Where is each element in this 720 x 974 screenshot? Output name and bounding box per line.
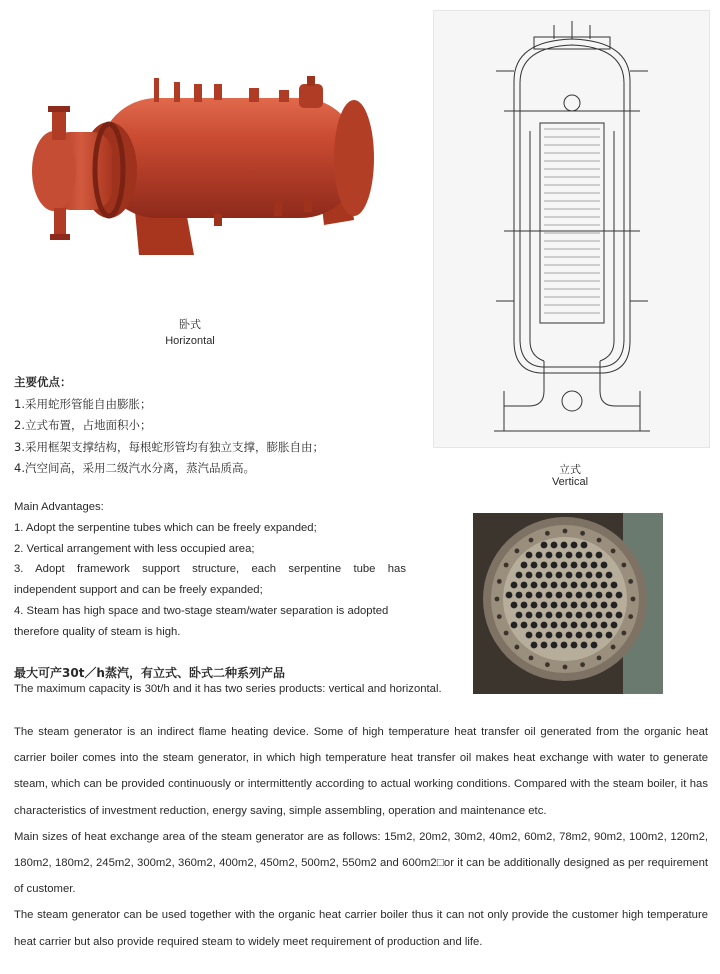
advantages-cn-title: 主要优点： [14, 375, 72, 389]
tube-hole [561, 622, 568, 629]
tube-hole [616, 612, 623, 619]
advantages-cn-item: 2.立式布置，占地面积小； [14, 418, 152, 432]
bolt-hole [504, 563, 509, 568]
tube-hole [601, 582, 608, 589]
bolt-hole [497, 579, 502, 584]
tube-sheet-photo [473, 513, 663, 694]
vertical-drawing-svg [434, 11, 711, 449]
tube-hole [576, 632, 583, 639]
tube-hole [551, 622, 558, 629]
tube-hole [606, 572, 613, 579]
tube-hole [561, 582, 568, 589]
bolt-hole [621, 563, 626, 568]
tube-hole [561, 562, 568, 569]
tube-hole [566, 612, 573, 619]
bolt-hole [504, 631, 509, 636]
tube-hole [601, 562, 608, 569]
tube-hole [556, 592, 563, 599]
tube-hole [576, 592, 583, 599]
advantages-cn-item: 4.汽空间高，采用二级汽水分离，蒸汽品质高。 [14, 461, 255, 475]
tube-hole [581, 562, 588, 569]
tube-hole [511, 582, 518, 589]
tube-hole [526, 632, 533, 639]
tube-hole [556, 632, 563, 639]
tube-hole [561, 602, 568, 609]
tube-hole [611, 582, 618, 589]
tube-hole [511, 602, 518, 609]
tube-hole [596, 612, 603, 619]
tube-hole [581, 622, 588, 629]
tube-hole [596, 552, 603, 559]
tube-hole [566, 552, 573, 559]
tube-hole [541, 602, 548, 609]
tube-hole [591, 582, 598, 589]
tube-hole [556, 572, 563, 579]
tube-hole [521, 582, 528, 589]
tube-hole [606, 632, 613, 639]
tube-hole [581, 582, 588, 589]
tube-hole [586, 592, 593, 599]
tube-hole [516, 592, 523, 599]
tube-hole [591, 622, 598, 629]
advantages-en-item-cont: therefore quality of steam is high. [14, 625, 181, 638]
horizontal-caption-cn: 卧式 [179, 318, 201, 331]
bolt-hole [529, 538, 534, 543]
tube-hole [521, 622, 528, 629]
bolt-hole [545, 531, 550, 536]
tube-hole [566, 572, 573, 579]
tube-hole [581, 642, 588, 649]
tube-hole [566, 632, 573, 639]
bolt-hole [631, 597, 636, 602]
advantages-cn-item: 1.采用蛇形管能自由膨胀； [14, 396, 152, 411]
tube-hole [531, 582, 538, 589]
tube-hole [541, 562, 548, 569]
tube-hole [541, 642, 548, 649]
tube-hole [571, 642, 578, 649]
tube-hole [561, 642, 568, 649]
tube-hole [521, 602, 528, 609]
tube-hole [611, 602, 618, 609]
tube-hole [586, 552, 593, 559]
tube-hole [596, 572, 603, 579]
tube-hole [576, 572, 583, 579]
tube-hole [516, 572, 523, 579]
tube-hole [586, 612, 593, 619]
description-paragraph: The steam generator can be used together with the organic heat carrier boiler thus it can not only provide the customer high temperature heat carrier but also provide required steam to widely meet requirement of production and life. [14, 909, 708, 948]
tube-hole [611, 622, 618, 629]
advantages-en-item: 2. Vertical arrangement with less occupied area; [14, 542, 255, 555]
tube-hole [536, 572, 543, 579]
tube-hole [571, 542, 578, 549]
bolt-hole [611, 549, 616, 554]
tube-hole [546, 632, 553, 639]
bolt-hole [597, 655, 602, 660]
tube-hole [551, 582, 558, 589]
vertical-generator-drawing [433, 10, 710, 448]
tube-hole [591, 562, 598, 569]
advantages-en-item: 1. Adopt the serpentine tubes which can be freely expanded; [14, 521, 317, 534]
tube-hole [581, 602, 588, 609]
tube-hole [606, 612, 613, 619]
tube-hole [541, 622, 548, 629]
bolt-hole [597, 538, 602, 543]
tube-hole [546, 572, 553, 579]
tube-hole [571, 602, 578, 609]
bolt-hole [529, 655, 534, 660]
tube-hole [526, 552, 533, 559]
tube-hole [546, 612, 553, 619]
bolt-hole [545, 662, 550, 667]
advantages-cn [14, 372, 414, 480]
bolt-hole [515, 645, 520, 650]
bolt-hole [563, 529, 568, 534]
tube-hole [591, 642, 598, 649]
tube-hole [606, 592, 613, 599]
horizontal-caption-en: Horizontal [165, 335, 215, 347]
tube-hole [576, 612, 583, 619]
bolt-hole [515, 549, 520, 554]
bolt-hole [563, 665, 568, 670]
bolt-hole [497, 614, 502, 619]
tube-hole [576, 552, 583, 559]
tube-hole [541, 582, 548, 589]
tube-hole [536, 632, 543, 639]
tube-hole [526, 592, 533, 599]
description [14, 719, 708, 955]
tube-hole [541, 542, 548, 549]
tube-hole [616, 592, 623, 599]
advantages-cn-item: 3.采用框架支撑结构，每根蛇形管均有独立支撑，膨胀自由； [14, 439, 324, 454]
tube-hole [571, 622, 578, 629]
tube-hole [546, 552, 553, 559]
bolt-hole [580, 662, 585, 667]
tube-hole [601, 622, 608, 629]
tube-hole [546, 592, 553, 599]
tube-hole [531, 622, 538, 629]
tube-hole [586, 572, 593, 579]
vertical-caption-en: Vertical [551, 476, 589, 488]
bolt-hole [628, 614, 633, 619]
tube-hole [596, 632, 603, 639]
tube-hole [561, 542, 568, 549]
tube-hole [551, 562, 558, 569]
tube-hole [516, 612, 523, 619]
tube-hole [536, 592, 543, 599]
tube-sheet-svg [473, 513, 663, 694]
capacity-en: The maximum capacity is 30t/h and it has two series products: vertical and horizontal. [14, 683, 442, 695]
description-paragraph: The steam generator is an indirect flame heating device. Some of high temperature heat transfer oil generated from the organic heat carrier boiler comes into the steam generator, in which high temperature heat transfer oil makes heat exchange with water to generate steam, which can be provided continuously or intermittently according to actual working conditions. Compared with the steam boiler, it has characteristics of investment reduction, energy saving, simple assembling, operation and maintenance etc. [14, 726, 708, 817]
tube-hole [581, 542, 588, 549]
tube-hole [601, 602, 608, 609]
tube-hole [571, 582, 578, 589]
tube-hole [526, 572, 533, 579]
advantages-en [14, 497, 406, 643]
tube-hole [531, 602, 538, 609]
tube-hole [531, 642, 538, 649]
tube-hole [551, 642, 558, 649]
bolt-hole [628, 579, 633, 584]
tube-hole [566, 592, 573, 599]
tube-hole [536, 612, 543, 619]
tube-hole [526, 612, 533, 619]
bolt-hole [611, 645, 616, 650]
tube-hole [531, 562, 538, 569]
advantages-en-item: 3. Adopt framework support structure, each serpentine tube has [14, 563, 406, 576]
tube-hole [586, 632, 593, 639]
advantages-en-title: Main Advantages: [14, 501, 104, 513]
tube-hole [551, 602, 558, 609]
advantages-en-item: 4. Steam has high space and two-stage steam/water separation is adopted [14, 604, 389, 617]
capacity-cn: 最大可产30t／h蒸汽，有立式、卧式二种系列产品 [14, 666, 285, 680]
tube-hole [596, 592, 603, 599]
tube-hole [511, 622, 518, 629]
bolt-hole [495, 597, 500, 602]
tube-hole [556, 552, 563, 559]
tube-hole [591, 602, 598, 609]
tube-hole [556, 612, 563, 619]
tube-hole [536, 552, 543, 559]
advantages-en-item-cont: independent support and can be freely expanded; [14, 584, 263, 597]
description-paragraph: Main sizes of heat exchange area of the steam generator are as follows: 15m2, 20m2, 30m2, 40m2, 60m2, 78m2, 90m2, 100m2, 120m2, 180m2, 180m2, 245m2, 300m2, 360m2, 400m2, 450m2, 500m2, 550m2 and 600m2□or it can be additionally designed as per requirement of customer. [14, 830, 708, 896]
vertical-caption-cn: 立式 [559, 463, 581, 476]
tube-hole [521, 562, 528, 569]
horizontal-generator-photo [14, 70, 384, 270]
bolt-hole [621, 631, 626, 636]
tube-hole [571, 562, 578, 569]
bolt-hole [580, 531, 585, 536]
tube-hole [551, 542, 558, 549]
tube-hole [506, 592, 513, 599]
